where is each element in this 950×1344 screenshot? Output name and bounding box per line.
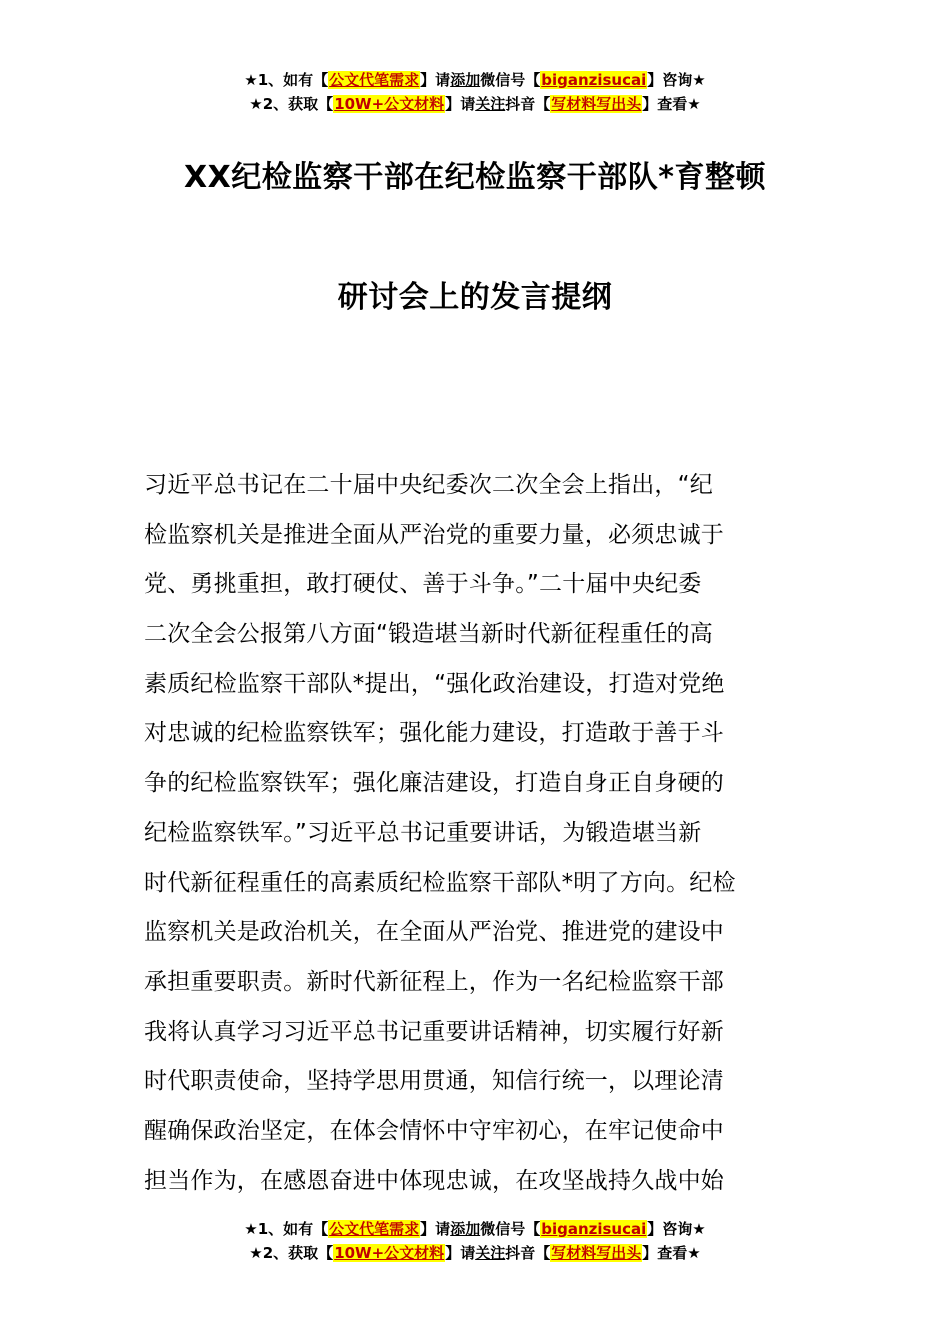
document-title-line-2: 研讨会上的发言提纲 (337, 280, 613, 315)
body-line: 二次全会公报第八方面“锻造堪当新时代新征程重任的高 (144, 621, 713, 648)
wechat-id-highlight: biganzisucai (541, 1220, 647, 1238)
banner-text: 微信号【 (480, 71, 541, 89)
banner-text: 】查看★ (642, 1244, 701, 1262)
body-line: 检监察机关是推进全面从严治党的重要力量，必须忠诚于 (144, 521, 724, 548)
body-line: 我将认真学习习近平总书记重要讲话精神，切实履行好新 (144, 1018, 724, 1045)
banner-text: ★1、如有【 (244, 71, 329, 89)
banner-text: 】请 (420, 71, 451, 89)
banner-line-1 (0, 68, 950, 92)
body-line: 党、勇挑重担，敢打硬仗、善于斗争。”二十届中央纪委 (144, 571, 702, 598)
body-line: 素质纪检监察干部队*提出，“强化政治建设，打造对党绝 (144, 670, 725, 697)
banner-text: ★2、获取【 (249, 1244, 334, 1262)
banner-line-2 (0, 1241, 950, 1265)
banner-highlight: 公文代笔需求 (329, 71, 420, 89)
body-line: 担当作为，在感恩奋进中体现忠诚，在攻坚战持久战中始 (144, 1167, 724, 1194)
banner-text: 抖音【 (505, 1244, 551, 1262)
body-line: 时代新征程重任的高素质纪检监察干部队*明了方向。纪检 (144, 869, 736, 896)
footer-banner (0, 1217, 950, 1265)
body-line: 争的纪检监察铁军；强化廉洁建设，打造自身正自身硬的 (144, 770, 724, 797)
banner-text: 微信号【 (480, 1220, 541, 1238)
banner-text: 】查看★ (642, 95, 701, 113)
document-title-line-1: XX纪检监察干部在纪检监察干部队*育整顿 (184, 160, 766, 195)
body-line: 纪检监察铁军。”习近平总书记重要讲话，为锻造堪当新 (144, 819, 702, 846)
banner-underline: 添加 (450, 71, 481, 89)
body-line: 承担重要职责。新时代新征程上，作为一名纪检监察干部 (144, 968, 724, 995)
banner-highlight: 10W+公文材料 (334, 1244, 445, 1262)
banner-text: 】咨询★ (647, 1220, 706, 1238)
banner-underline: 关注 (475, 1244, 506, 1262)
banner-text: 抖音【 (505, 95, 551, 113)
document-body (144, 461, 808, 1206)
body-line: 时代职责使命，坚持学思用贯通，知信行统一，以理论清 (144, 1068, 724, 1095)
banner-underline: 添加 (450, 1220, 481, 1238)
banner-text: ★2、获取【 (249, 95, 334, 113)
banner-text: 】请 (445, 1244, 476, 1262)
douyin-highlight: 写材料写出头 (551, 1244, 642, 1262)
body-line: 对忠诚的纪检监察铁军；强化能力建设，打造敢于善于斗 (144, 720, 724, 747)
banner-highlight: 10W+公文材料 (334, 95, 445, 113)
body-line: 醒确保政治坚定，在体会情怀中守牢初心，在牢记使命中 (144, 1117, 724, 1144)
body-line: 习近平总书记在二十届中央纪委次二次全会上指出，“纪 (144, 472, 713, 498)
banner-line-1 (0, 1217, 950, 1241)
banner-line-2 (0, 92, 950, 116)
banner-underline: 关注 (475, 95, 506, 113)
douyin-highlight: 写材料写出头 (551, 95, 642, 113)
wechat-id-highlight: biganzisucai (541, 71, 647, 89)
banner-text: 】请 (445, 95, 476, 113)
banner-text: ★1、如有【 (244, 1220, 329, 1238)
banner-text: 】咨询★ (647, 71, 706, 89)
banner-text: 】请 (420, 1220, 451, 1238)
banner-highlight: 公文代笔需求 (329, 1220, 420, 1238)
header-banner (0, 68, 950, 116)
body-line: 监察机关是政治机关，在全面从严治党、推进党的建设中 (144, 919, 724, 946)
